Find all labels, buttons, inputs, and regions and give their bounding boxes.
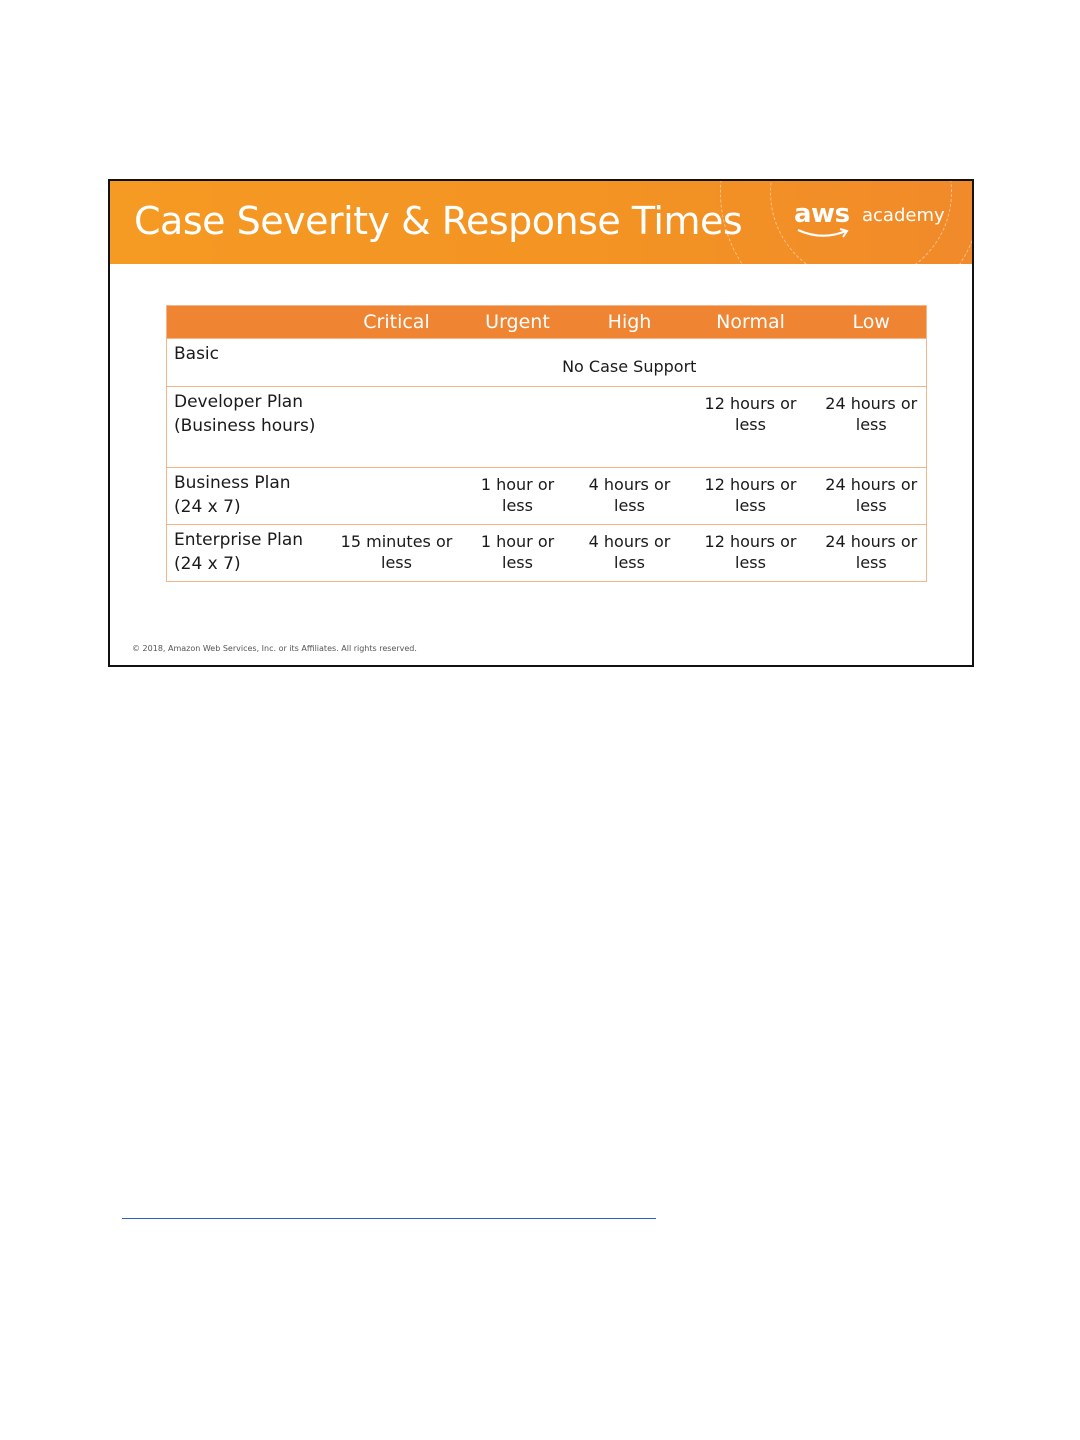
table-row [167, 468, 927, 525]
cell-normal [685, 387, 817, 468]
cell-normal [685, 468, 817, 525]
cell-line: less [502, 496, 533, 515]
cell-line: less [735, 553, 766, 572]
slide-title: Case Severity & Response Times [134, 199, 743, 243]
copyright-notice: © 2018, Amazon Web Services, Inc. or its Affiliates. All rights reserved. [132, 644, 417, 653]
severity-table [166, 305, 927, 582]
cell-line: less [735, 496, 766, 515]
header-critical: Critical [333, 306, 461, 339]
cell-line: 1 hour or [480, 532, 555, 551]
plan-name-line: (24 x 7) [174, 554, 241, 574]
logo-brand: aws [794, 199, 850, 229]
cell-line: 12 hours or [704, 475, 797, 494]
cell-high [575, 525, 685, 582]
footnote-separator [122, 1218, 656, 1219]
smile-arrow-icon [796, 227, 852, 241]
plan-name-line: Developer Plan [174, 392, 304, 412]
cell-high [575, 387, 685, 468]
cell-line: less [855, 415, 887, 434]
cell-line: 12 hours or [704, 394, 797, 413]
cell-line: less [502, 553, 533, 572]
table-row [167, 525, 927, 582]
plan-name-line: Business Plan [174, 473, 291, 493]
cell-line: 4 hours or [588, 475, 671, 494]
cell-line: less [614, 553, 645, 572]
table-row [167, 387, 927, 468]
cell-low [817, 468, 927, 525]
header-urgent: Urgent [461, 306, 575, 339]
cell-line: less [855, 553, 887, 572]
cell-urgent [461, 525, 575, 582]
cell-line: 24 hours or [825, 475, 918, 494]
cell-line: less [855, 496, 887, 515]
header-high: High [575, 306, 685, 339]
plan-name-line: Enterprise Plan [174, 530, 304, 550]
cell-line: 15 minutes or [340, 532, 453, 551]
cell-line: 24 hours or [825, 532, 918, 551]
cell-line: 12 hours or [704, 532, 797, 551]
plan-name-line: (Business hours) [174, 416, 316, 436]
logo-product: academy [862, 205, 945, 226]
header-normal: Normal [685, 306, 817, 339]
cell-low [817, 387, 927, 468]
cell-line: less [614, 496, 645, 515]
cell-line: 24 hours or [825, 394, 918, 413]
table-row [167, 339, 927, 387]
cell-urgent [461, 387, 575, 468]
cell-line: 1 hour or [480, 475, 555, 494]
plan-name [167, 468, 333, 525]
cell-high [575, 468, 685, 525]
cell-critical [333, 525, 461, 582]
cell-line: less [381, 553, 412, 572]
slide-frame [108, 179, 974, 667]
cell-urgent [461, 468, 575, 525]
cell-critical [333, 468, 461, 525]
slide-header [110, 181, 972, 264]
cell-normal [685, 525, 817, 582]
aws-academy-logo [794, 199, 944, 249]
no-case-support-cell: No Case Support [333, 339, 927, 387]
plan-name: Basic [167, 339, 333, 387]
cell-line: less [735, 415, 766, 434]
cell-line: 4 hours or [588, 532, 671, 551]
table-header-row [167, 306, 927, 339]
header-plan [167, 306, 333, 339]
cell-critical [333, 387, 461, 468]
plan-name-line: (24 x 7) [174, 497, 241, 517]
plan-name [167, 525, 333, 582]
plan-name [167, 387, 333, 468]
header-low: Low [817, 306, 927, 339]
cell-low [817, 525, 927, 582]
